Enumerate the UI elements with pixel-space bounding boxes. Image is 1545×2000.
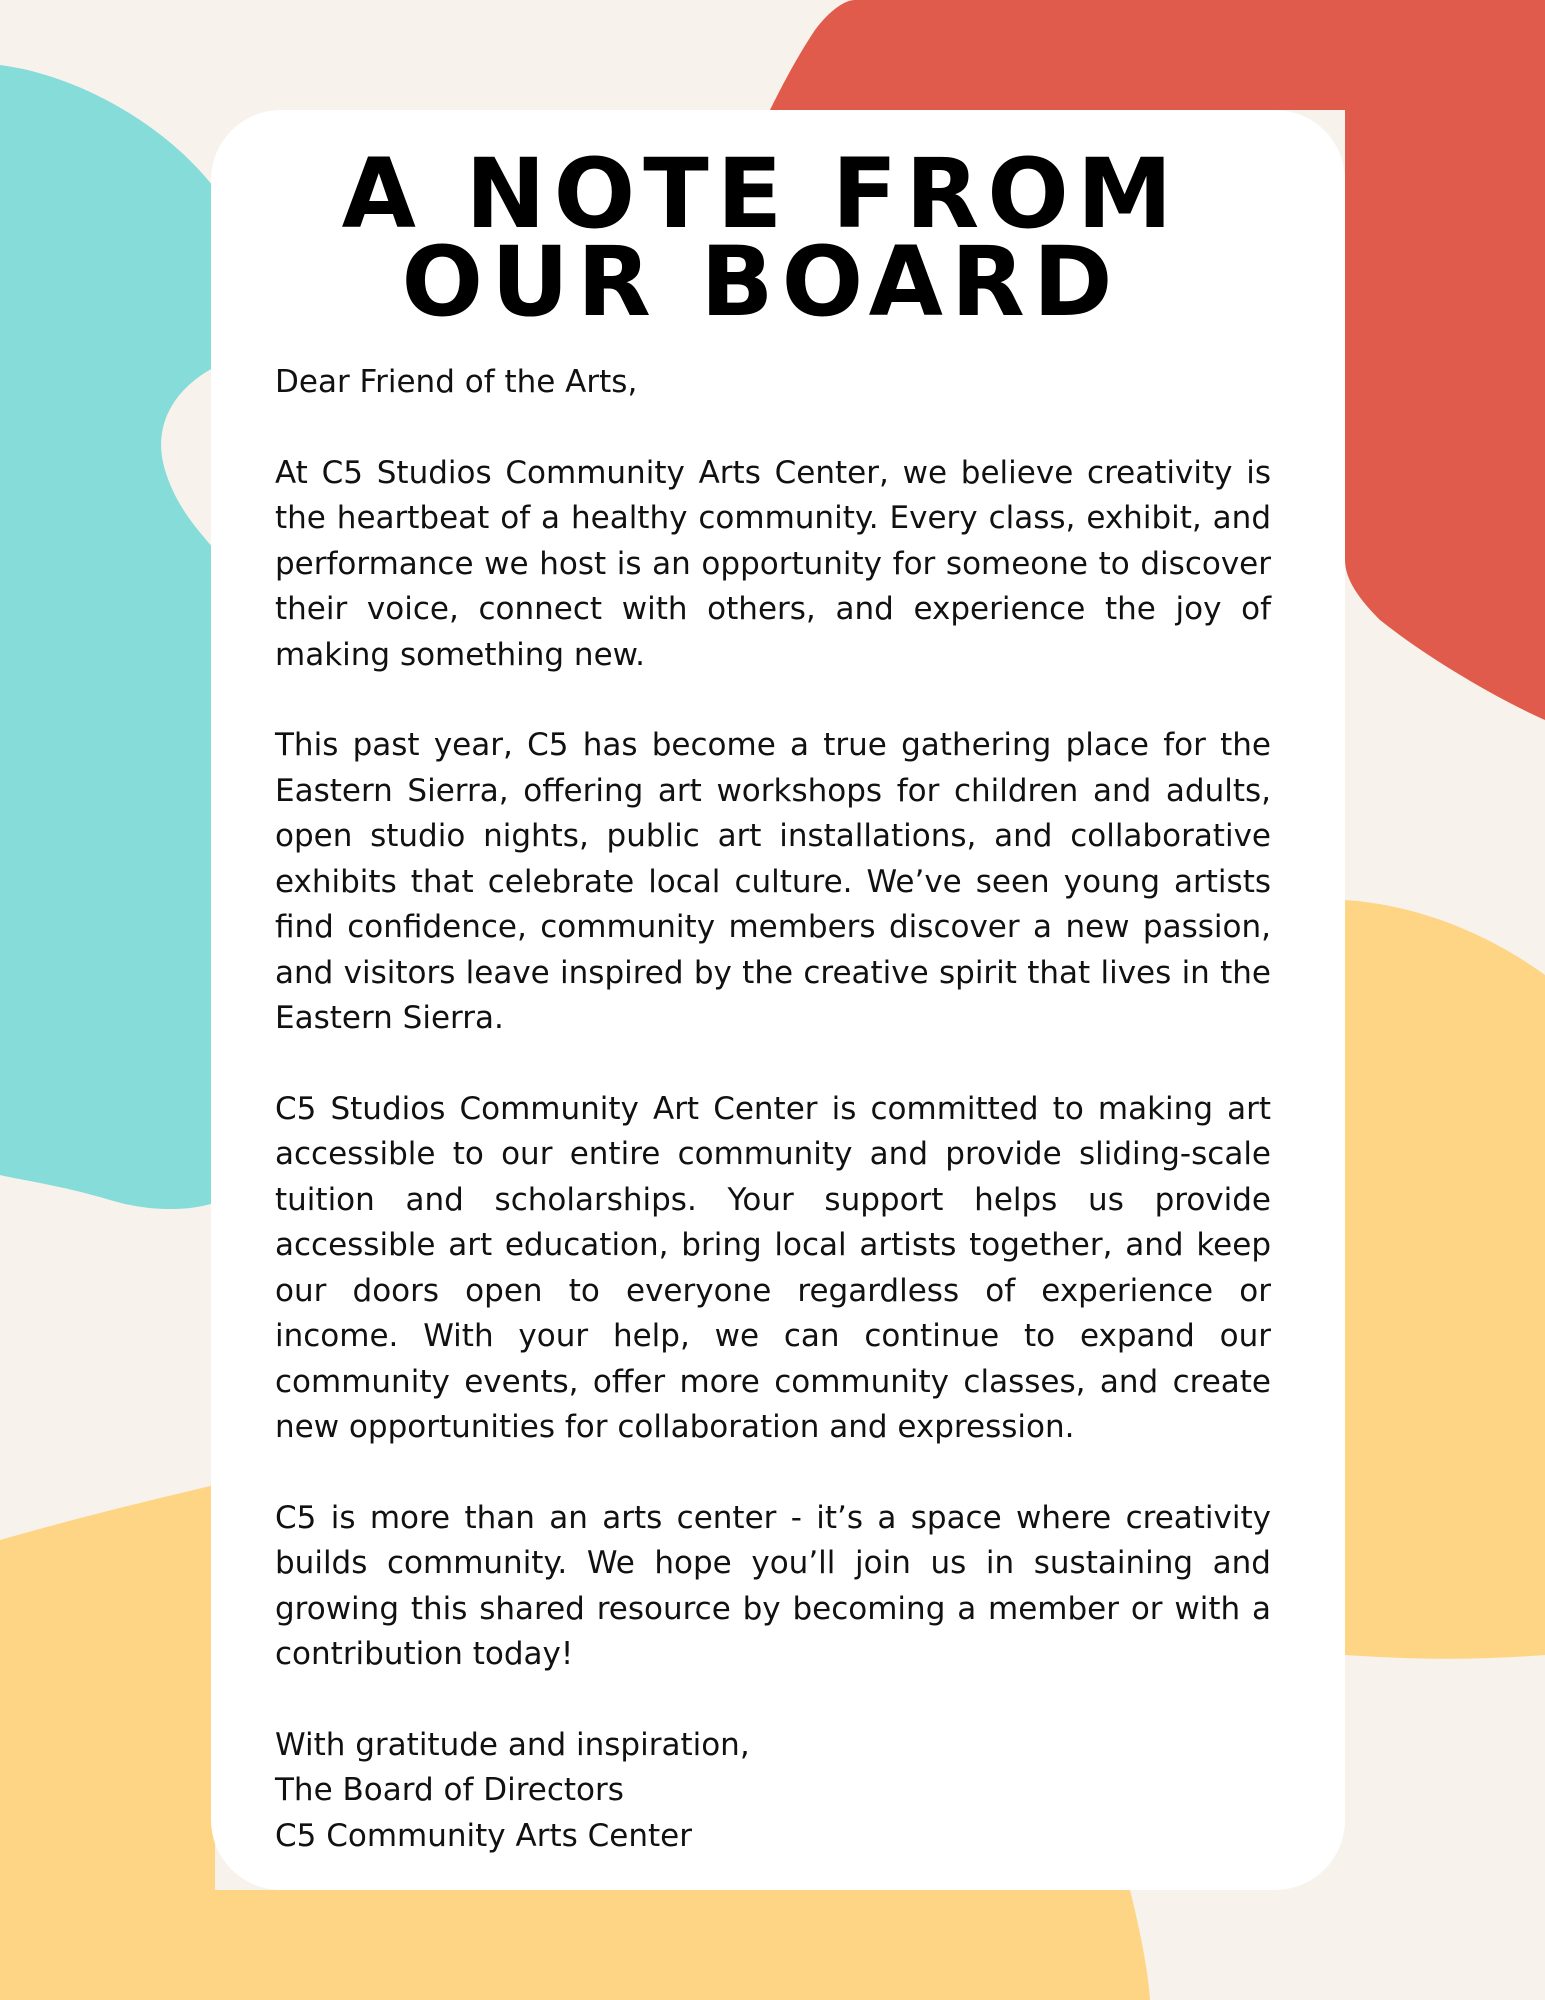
letter-title: A NOTE FROM OUR BOARD <box>341 138 1181 338</box>
letter-body <box>275 360 1271 1859</box>
paragraph: C5 Studios Community Art Center is committed to making art accessible to our entire community and provide sliding-scale tuition and scholarships. Your support helps us provide accessible art education, bring local artists together, and keep our doors open to everyone regardless of experience or income. With your help, we can continue to expand our community events, offer more community classes, and create new opportunities for collaboration and expression. <box>275 1090 1271 1445</box>
yellow-blob-right <box>1345 900 1545 1659</box>
teal-blob <box>0 65 230 1209</box>
organization-name: C5 Community Arts Center <box>275 1817 692 1854</box>
closing: With gratitude and inspiration, <box>275 1726 750 1763</box>
paragraph: C5 is more than an arts center - it’s a space where creativity builds community. We hope you’ll join us in sustaining and growing this shared resource by becoming a member or with a contribution today! <box>275 1499 1271 1672</box>
signoff <box>275 1723 1271 1860</box>
paragraph: At C5 Studios Community Arts Center, we believe creativity is the heartbeat of a healthy community. Every class, exhibit, and performance we host is an opportunity for someone to discover their voice, connect with others, and experience the joy of making something new. <box>275 454 1271 673</box>
paragraph: This past year, C5 has become a true gathering place for the Eastern Sierra, offering art workshops for children and adults, open studio nights, public art installations, and collaborative exhibits that celebrate local culture. We’ve seen young artists find confidence, community members discover a new passion, and visitors leave inspired by the creative spirit that lives in the Eastern Sierra. <box>275 727 1271 1036</box>
salutation: Dear Friend of the Arts, <box>275 364 638 400</box>
letter-card <box>211 110 1345 1890</box>
signature-line: The Board of Directors <box>275 1772 624 1808</box>
